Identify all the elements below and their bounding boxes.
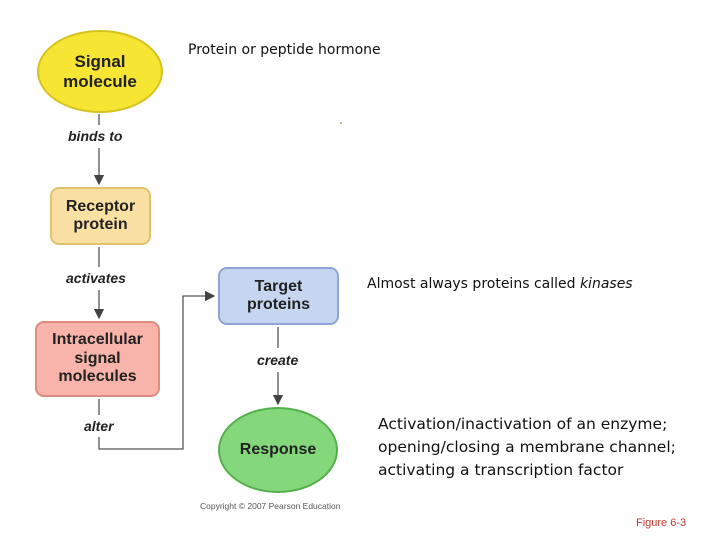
stray-dot bbox=[340, 122, 342, 124]
note-hormone: Protein or peptide hormone bbox=[188, 42, 381, 58]
intracellular-signal-node: Intracellular signal molecules bbox=[35, 321, 160, 397]
note-response-effects: Activation/inactivation of an enzyme; opening/closing a membrane channel; activating a transcription factor bbox=[378, 415, 676, 479]
figure-label: Figure 6-3 bbox=[636, 517, 687, 529]
note-kinases bbox=[367, 276, 633, 292]
response-node: Response bbox=[218, 407, 338, 493]
target-proteins-node: Target proteins bbox=[218, 267, 339, 325]
signal-molecule-node: Signal molecule bbox=[37, 30, 163, 113]
edge-label-binds-to: binds to bbox=[68, 128, 123, 144]
receptor-protein-node: Receptor protein bbox=[50, 187, 151, 245]
copyright-notice: Copyright © 2007 Pearson Education bbox=[200, 501, 341, 511]
note-kinases-prefix: Almost always proteins called bbox=[367, 276, 580, 292]
note-kinases-emphasis: kinases bbox=[579, 276, 633, 292]
edge-label-activates: activates bbox=[66, 270, 126, 286]
edge-label-create: create bbox=[257, 352, 299, 368]
edge-label-alter: alter bbox=[84, 418, 114, 434]
